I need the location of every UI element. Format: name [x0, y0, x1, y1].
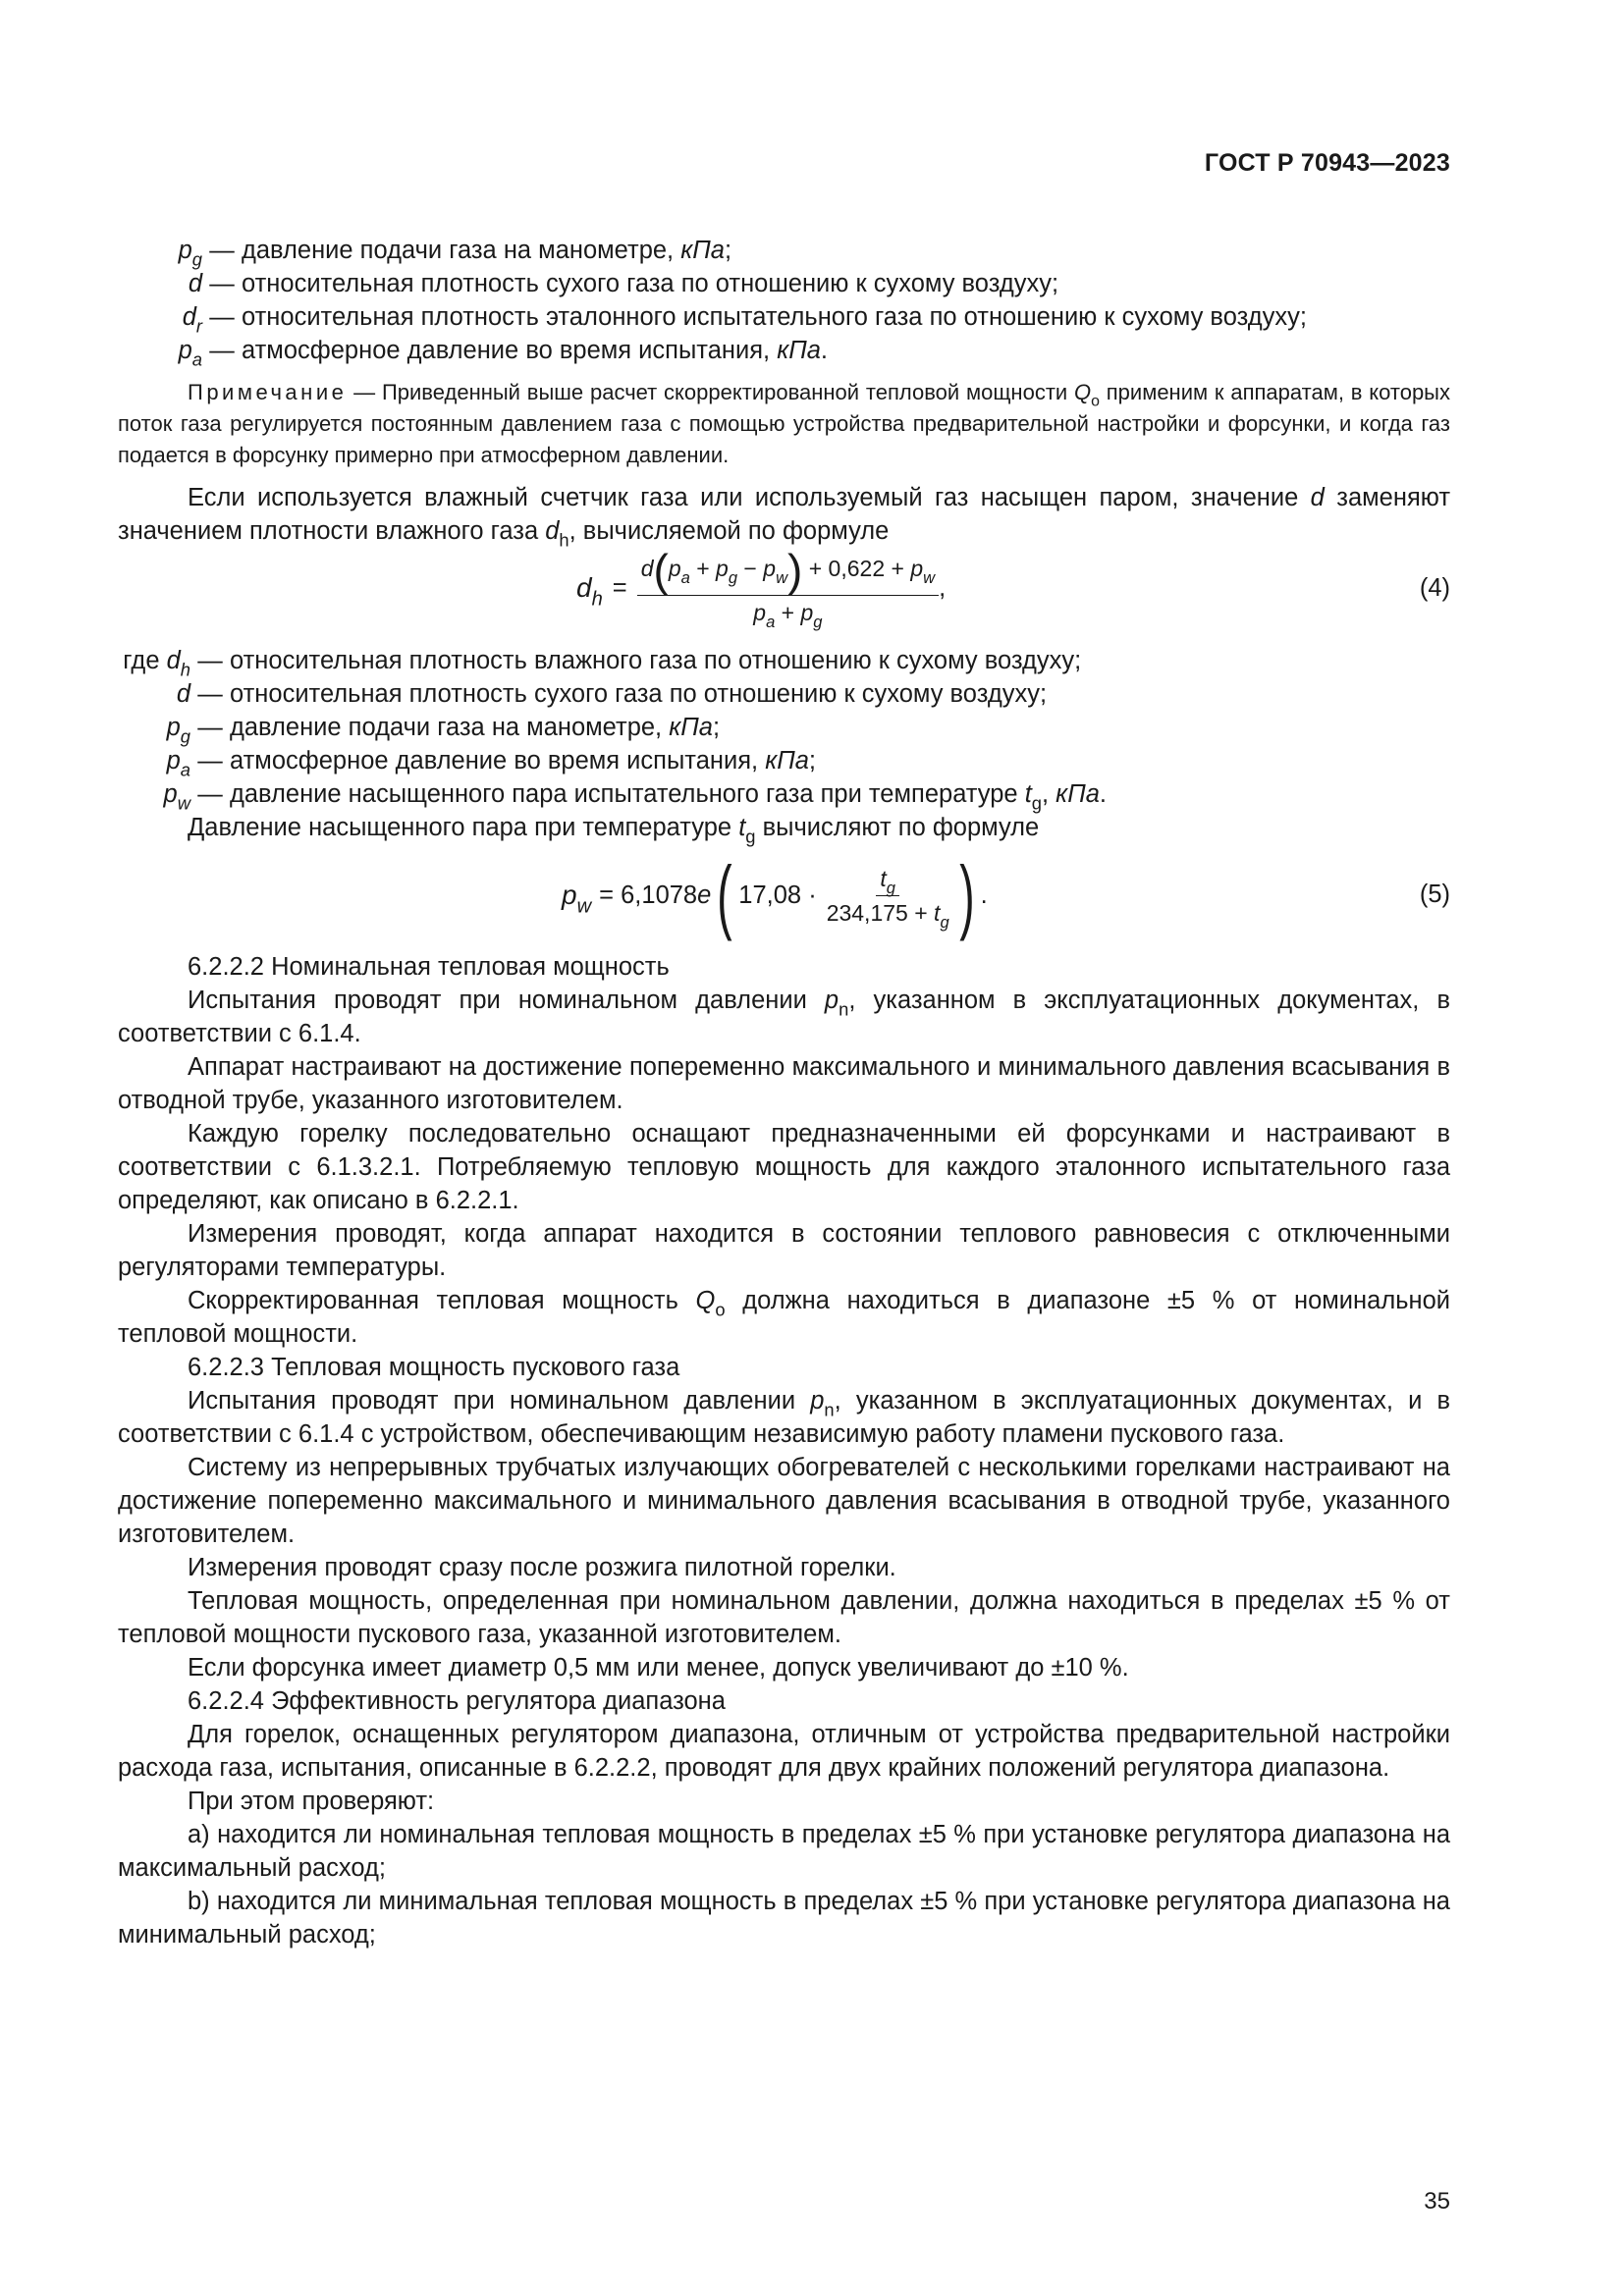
- paragraph: Измерения проводят, когда аппарат находится в состоянии теплового равновесия с отключенными регуляторами температуры.: [118, 1220, 1450, 1281]
- note-paragraph: Примечание — Приведенный выше расчет скорректированной тепловой мощности $Q_o$ применим к аппаратам, в которых поток газа регулируется постоянным давлением газа с помощью устройства предварительной настройки и форсунки, и когда газ подается в форсунку примерно при атмосферном давлении.: [118, 380, 1450, 467]
- section-heading: 6.2.2.3 Тепловая мощность пускового газа: [188, 1354, 680, 1381]
- fraction: $\frac{d(p_a + p_g - p_w) + 0,622 + p_w}{p_a + p_g}$: [637, 548, 939, 627]
- fraction: $\frac{t_g}{234,175 + t_g}$: [826, 865, 949, 932]
- standard-designation: ГОСТ Р 70943—2023: [1204, 149, 1450, 177]
- equation-number: (4): [1419, 574, 1450, 602]
- definition-item: d — относительная плотность сухого газа по отношению к сухому воздуху;: [188, 270, 1059, 297]
- list-item: а) находится ли номинальная тепловая мощность в пределах ±5 % при установке регулятора диапазона на максимальный расход;: [118, 1821, 1450, 1882]
- paragraph: Скорректированная тепловая мощность $Q_o$ должна находиться в диапазоне ±5 % от номинальной тепловой мощности.: [118, 1287, 1450, 1348]
- definition-item: d — относительная плотность сухого газа по отношению к сухому воздуху;: [176, 680, 1048, 708]
- paragraph: Для горелок, оснащенных регулятором диапазона, отличным от устройства предварительной настройки расхода газа, испытания, описанные в 6.2.2.2, проводят для двух крайних положений регулятора диапазона.: [118, 1721, 1450, 1782]
- formula-4: $d_h$ = $\frac{d(p_a + p_g - p_w) + 0,622 + p_w}{p_a + p_g}$ , (4): [576, 545, 1450, 631]
- section-heading: 6.2.2.2 Номинальная тепловая мощность: [188, 953, 670, 981]
- definition-item: $p_a$ — атмосферное давление во время испытания, кПа.: [178, 337, 828, 370]
- paragraph: Аппарат настраивают на достижение попеременно максимального и минимального давления всасывания в отводной трубе, указанного изготовителем.: [118, 1053, 1450, 1114]
- paragraph: Если форсунка имеет диаметр 0,5 мм или менее, допуск увеличивают до ±10 %.: [188, 1654, 1129, 1682]
- definitions-list: [112, 644, 1450, 814]
- equation-number: (5): [1419, 881, 1450, 908]
- paragraph: При этом проверяют:: [188, 1788, 435, 1815]
- paragraph: Испытания проводят при номинальном давлении $p_n$, указанном в эксплуатационных документах, в соответствии с 6.1.4.: [118, 987, 1451, 1047]
- definition-item: $p_g$ — давление подачи газа на манометре, кПа;: [166, 714, 721, 747]
- paragraph: Систему из непрерывных трубчатых излучающих обогревателей с несколькими горелками настраивают на достижение попеременно максимального и минимального давления всасывания в отводной трубе, указанного изготовителем.: [118, 1454, 1450, 1548]
- paragraph: Тепловая мощность, определенная при номинальном давлении, должна находиться в пределах ±5 % от тепловой мощности пускового газа, указанной изготовителем.: [118, 1587, 1450, 1648]
- paragraph: Если используется влажный счетчик газа или используемый газ насыщен паром, значение d заменяют значением плотности влажного газа $d_h$, вычисляемой по формуле: [118, 484, 1450, 551]
- page-content: [118, 234, 1450, 1951]
- definition-item: $p_a$ — атмосферное давление во время испытания, кПа;: [166, 747, 816, 780]
- paragraph: Испытания проводят при номинальном давлении $p_n$, указанном в эксплуатационных документах, и в соответствии с 6.1.4 с устройством, обеспечивающим независимую работу пламени пускового газа.: [118, 1387, 1451, 1448]
- definition-item: $d_r$ — относительная плотность эталонного испытательного газа по отношению к сухому воздуху;: [182, 303, 1307, 337]
- definition-item: где $d_h$ — относительная плотность влажного газа по отношению к сухому воздуху;: [123, 647, 1082, 680]
- definition-item: $p_g$ — давление подачи газа на манометре, кПа;: [178, 237, 732, 270]
- paragraph: Каждую горелку последовательно оснащают предназначенными ей форсунками и настраивают в соответствии с 6.1.3.2.1. Потребляемую тепловую мощность для каждого эталонного испытательного газа определяют, как описано в 6.2.2.1.: [118, 1120, 1450, 1214]
- section-heading: 6.2.2.4 Эффективность регулятора диапазона: [188, 1687, 726, 1715]
- definitions-list: [118, 234, 1450, 370]
- list-item: b) находится ли минимальная тепловая мощность в пределах ±5 % при установке регулятора диапазона на минимальный расход;: [118, 1888, 1450, 1949]
- paragraph: Давление насыщенного пара при температуре $t_g$ вычисляют по формуле: [188, 814, 1040, 847]
- paragraph: Измерения проводят сразу после розжига пилотной горелки.: [188, 1554, 896, 1581]
- definition-item: $p_w$ — давление насыщенного пара испытательного газа при температуре $t_g$, кПа.: [163, 780, 1107, 814]
- page-number: 35: [1424, 2188, 1450, 2215]
- formula-5: $p_w$ = 6,1078 e ( 17,08 · $\frac{t_g}{234,175 + t_g}$ ) . (5): [562, 849, 1450, 941]
